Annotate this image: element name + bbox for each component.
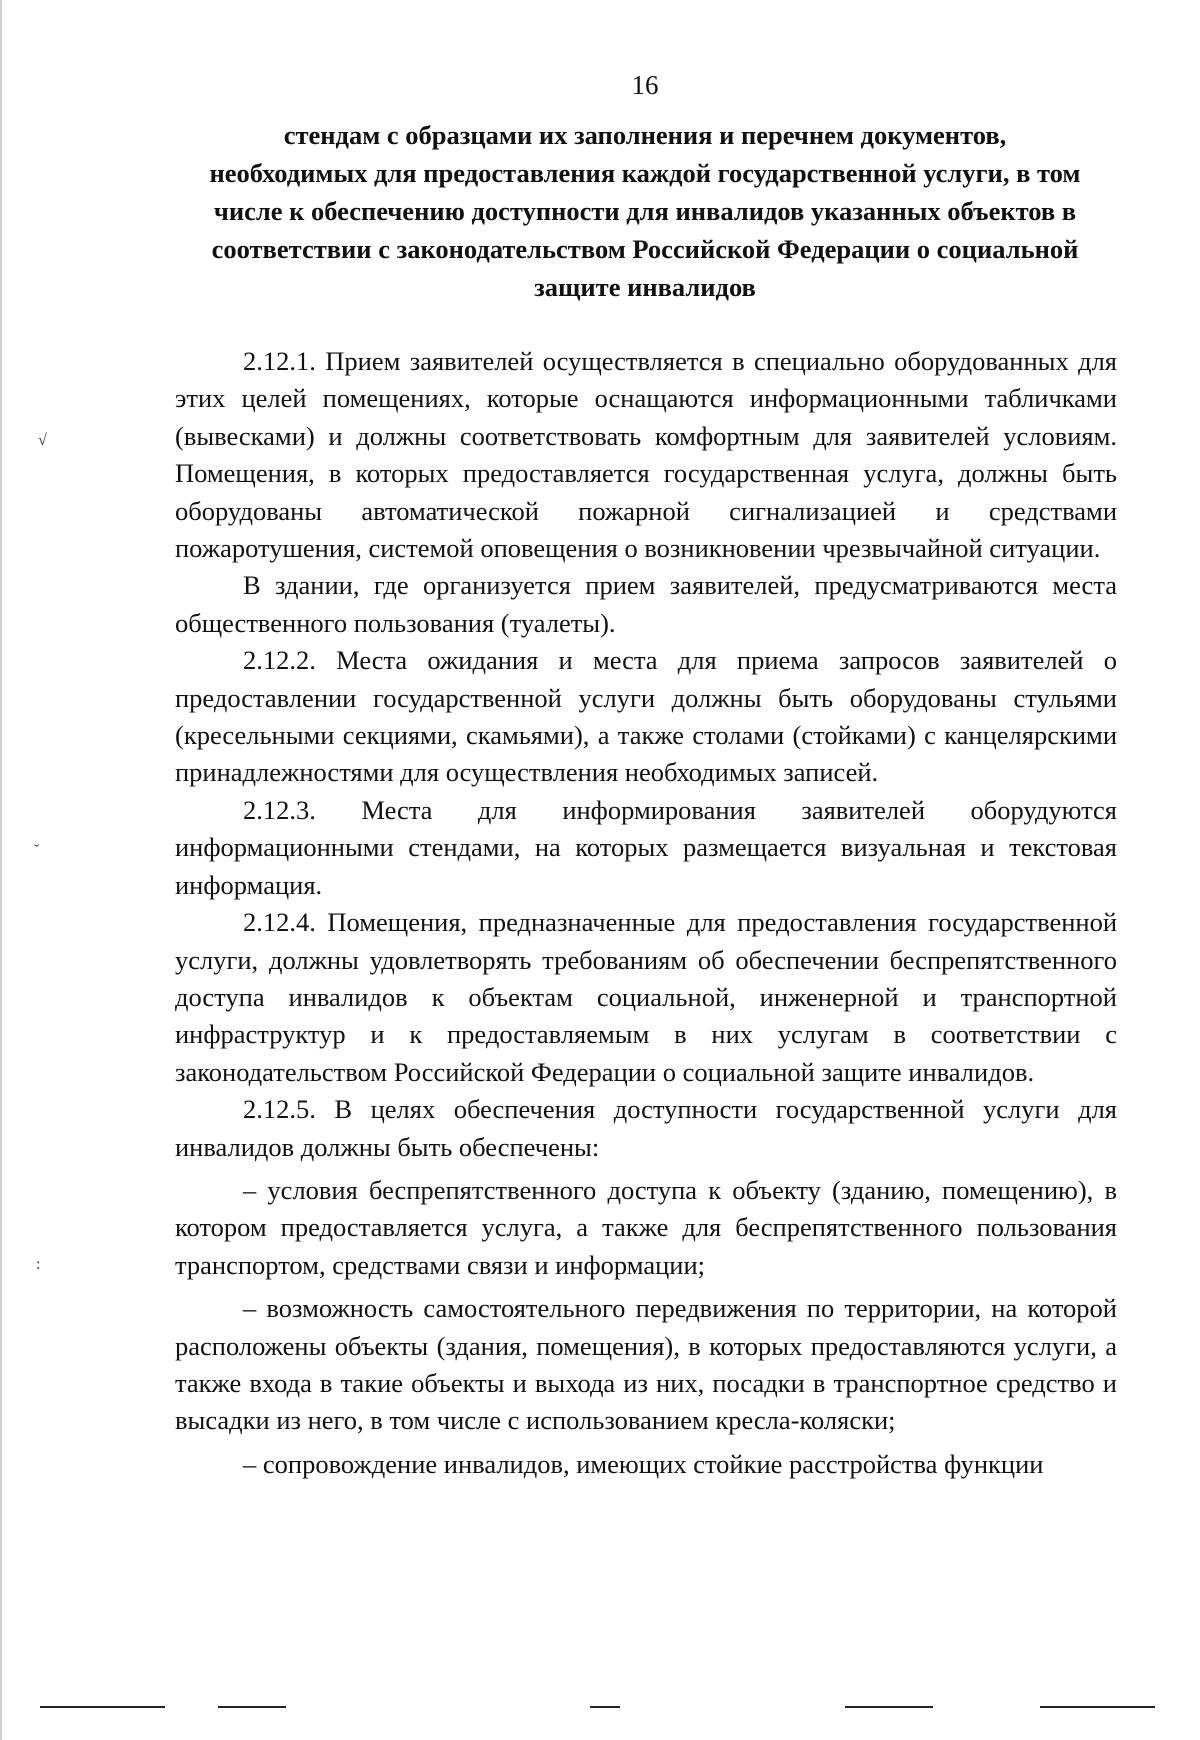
section-heading bbox=[170, 116, 1120, 306]
heading-line: необходимых для предоставления каждой государственной услуги, в том bbox=[209, 158, 1081, 188]
heading-line: стендам с образцами их заполнения и перечнем документов, bbox=[283, 120, 1007, 150]
document-body bbox=[175, 343, 1117, 1483]
heading-line: защите инвалидов bbox=[534, 272, 756, 302]
bottom-rule bbox=[218, 1706, 286, 1708]
paragraph-2-12-1: 2.12.1. Прием заявителей осуществляется в специально оборудованных для этих целей помещениях, которые оснащаются информационными табличками (вывесками) и должны соответствовать комфортным для заявителей условиям. Помещения, в которых предоставляется государственная услуга, должны быть оборудованы автоматической пожарной сигнализацией и средствами пожаротушения, системой оповещения о возникновении чрезвычайной ситуации. bbox=[175, 346, 1117, 564]
page-number: 16 bbox=[631, 70, 659, 100]
list-item: – сопровождение инвалидов, имеющих стойкие расстройства функции bbox=[243, 1448, 1044, 1479]
bottom-rule bbox=[590, 1706, 620, 1708]
binding-mark: √ bbox=[38, 432, 47, 449]
heading-line: числе к обеспечению доступности для инвалидов указанных объектов в bbox=[213, 196, 1077, 226]
bottom-rule bbox=[1040, 1706, 1155, 1708]
heading-line: соответствии с законодательством Российской Федерации о социальной bbox=[211, 234, 1079, 264]
paragraph-2-12-2: 2.12.2. Места ожидания и места для приема запросов заявителей о предоставлении государственной услуги должны быть оборудованы стульями (кресельными секциями, скамьями), а также столами (стойками) с канцелярскими принадлежностями для осуществления необходимых записей. bbox=[175, 645, 1117, 788]
list-item: – условия беспрепятственного доступа к объекту (зданию, помещению), в котором предоставляется услуга, а также для беспрепятственного пользования транспортом, средствами связи и информации; bbox=[175, 1174, 1117, 1280]
binding-mark: ˘ bbox=[34, 842, 40, 859]
paragraph-2-12-5: 2.12.5. В целях обеспечения доступности государственной услуги для инвалидов должны быть обеспечены: bbox=[175, 1094, 1117, 1162]
paragraph-2-12-4: 2.12.4. Помещения, предназначенные для предоставления государственной услуги, должны удовлетворять требованиям об обеспечении беспрепятственного доступа инвалидов к объектам социальной, инженерной и транспортной инфраструктур и к предоставляемым в них услугам в соответствии с законодательством Российской Федерации о социальной защите инвалидов. bbox=[175, 907, 1117, 1087]
bottom-rule bbox=[40, 1706, 165, 1708]
binding-mark: : bbox=[36, 1256, 41, 1273]
scan-edge bbox=[0, 0, 2, 1740]
bottom-rule bbox=[845, 1706, 933, 1708]
paragraph-2-12-3: 2.12.3. Места для информирования заявителей оборудуются информационными стендами, на которых размещается визуальная и текстовая информация. bbox=[175, 794, 1117, 900]
paragraph-toilets: В здании, где организуется прием заявителей, предусматриваются места общественного пользования (туалеты). bbox=[175, 570, 1117, 638]
list-item: – возможность самостоятельного передвижения по территории, на которой расположены объекты (здания, помещения), в которых предоставляются услуги, а также входа в такие объекты и выхода из них, посадки в транспортное средство и высадки из него, в том числе с использованием кресла-коляски; bbox=[175, 1293, 1117, 1436]
